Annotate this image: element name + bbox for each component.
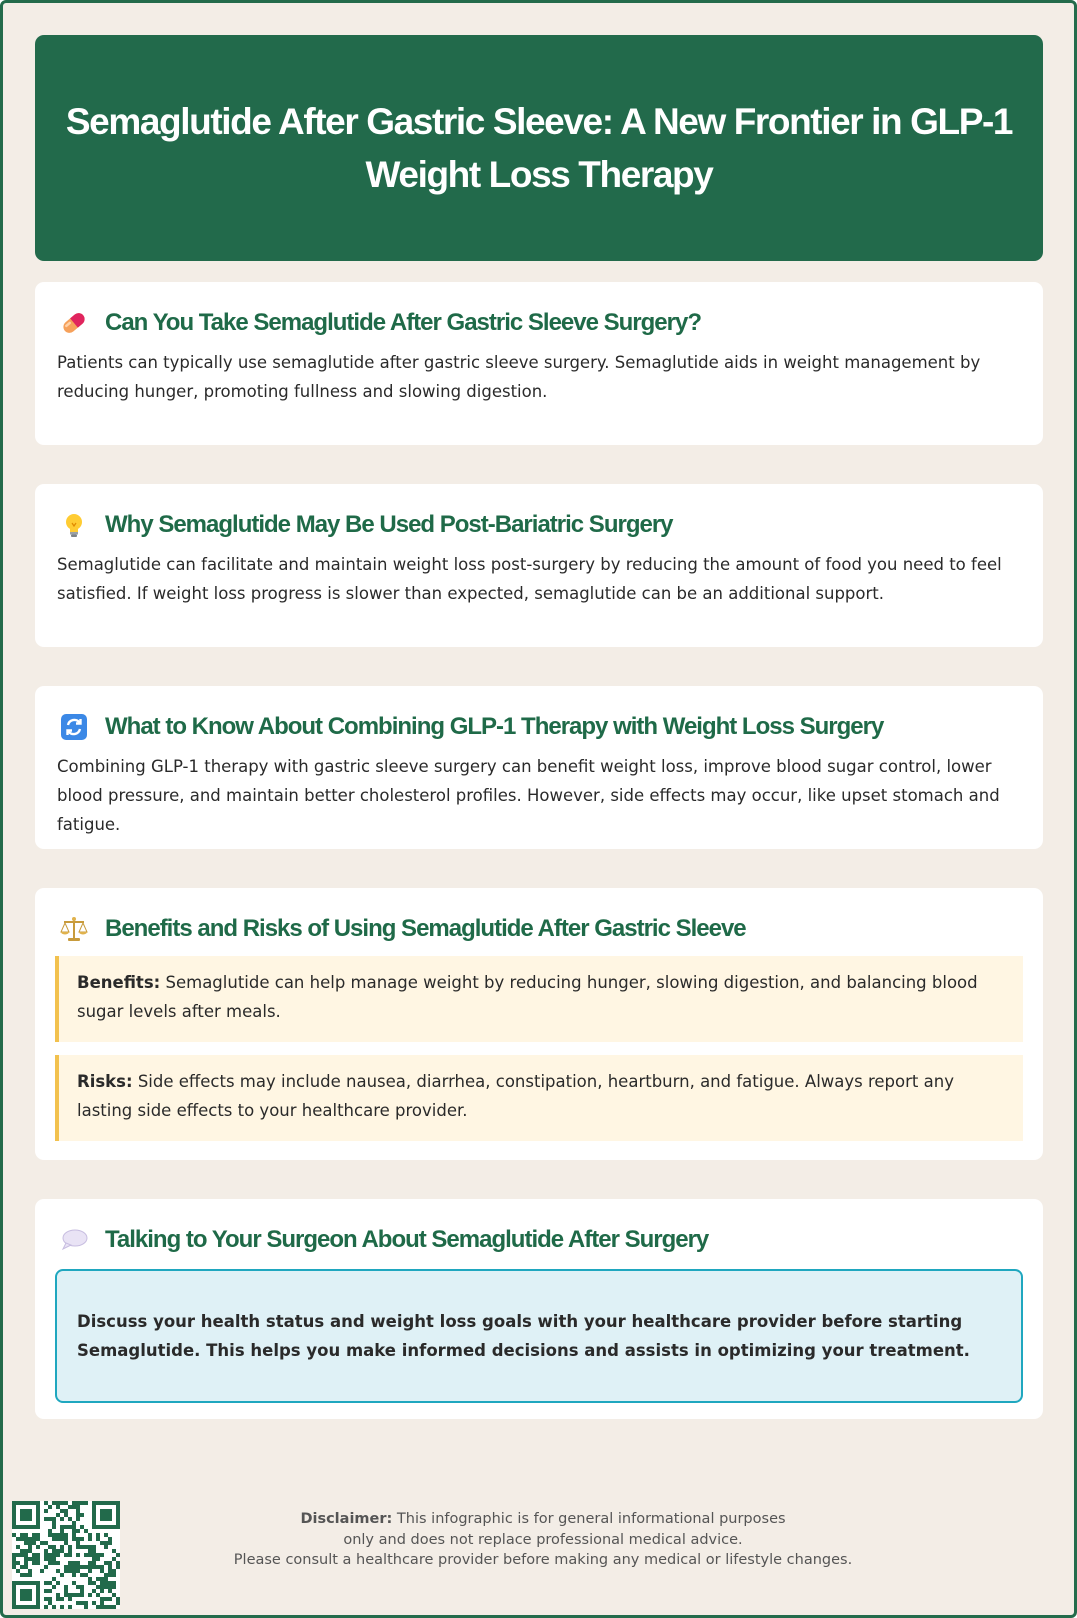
disclaimer-text: This infographic is for general informational purposes bbox=[396, 1511, 786, 1527]
section-card-benefits-risks bbox=[35, 888, 1043, 1160]
section-heading bbox=[57, 912, 746, 946]
section-body: Semaglutide can facilitate and maintain weight loss post-surgery by reducing the amount of food you need to feel satisfied. If weight loss progress is slower than expected, semaglutide can be an additional support. bbox=[57, 555, 1002, 603]
header-banner bbox=[35, 35, 1043, 261]
section-card-can-you-take bbox=[35, 282, 1043, 445]
risks-text: Side effects may include nausea, diarrhea, constipation, heartburn, and fatigue. Always report any lasting side effects to your healthcare provider. bbox=[77, 1072, 954, 1120]
section-title: Talking to Your Surgeon About Semaglutide After Surgery bbox=[105, 1226, 709, 1253]
scales-icon bbox=[57, 912, 91, 946]
disclaimer-line bbox=[183, 1509, 903, 1530]
section-heading bbox=[57, 508, 673, 542]
benefits-callout bbox=[55, 956, 1023, 1042]
section-title: Why Semaglutide May Be Used Post-Bariatric Surgery bbox=[105, 511, 673, 538]
section-title: Benefits and Risks of Using Semaglutide After Gastric Sleeve bbox=[105, 915, 746, 942]
section-heading bbox=[57, 710, 883, 744]
refresh-icon bbox=[57, 710, 91, 744]
section-heading bbox=[57, 1223, 708, 1257]
section-title: Can You Take Semaglutide After Gastric Sleeve Surgery? bbox=[105, 309, 702, 336]
pill-icon bbox=[57, 306, 91, 340]
section-title: What to Know About Combining GLP-1 Therapy with Weight Loss Surgery bbox=[105, 713, 884, 740]
disclaimer-line: only and does not replace professional medical advice. bbox=[343, 1531, 743, 1548]
benefits-label: Benefits: bbox=[77, 973, 161, 992]
section-heading bbox=[57, 306, 701, 340]
section-card-talking bbox=[35, 1199, 1043, 1419]
lightbulb-icon bbox=[57, 508, 91, 542]
section-body: Combining GLP-1 therapy with gastric sleeve surgery can benefit weight loss, improve blood sugar control, lower blood pressure, and maintain better cholesterol profiles. However, side effects may occur, like upset stomach and fatigue. bbox=[57, 757, 1000, 834]
section-card-combining bbox=[35, 686, 1043, 849]
talk-callout: Discuss your health status and weight loss goals with your healthcare provider before starting Semaglutide. This helps you make informed decisions and assists in optimizing your treatment. bbox=[55, 1269, 1023, 1403]
disclaimer-label: Disclaimer: bbox=[300, 1511, 393, 1527]
disclaimer-line: Please consult a healthcare provider before making any medical or lifestyle changes. bbox=[233, 1552, 853, 1568]
risks-callout bbox=[55, 1055, 1023, 1141]
section-card-why-used bbox=[35, 484, 1043, 647]
speech-bubble-icon bbox=[57, 1223, 91, 1257]
qr-code-icon[interactable] bbox=[12, 1501, 120, 1609]
disclaimer bbox=[183, 1509, 903, 1571]
section-body: Patients can typically use semaglutide after gastric sleeve surgery. Semaglutide aids in weight management by reducing hunger, promoting fullness and slowing digestion. bbox=[57, 353, 981, 401]
benefits-text: Semaglutide can help manage weight by reducing hunger, slowing digestion, and balancing blood sugar levels after meals. bbox=[77, 973, 978, 1021]
risks-label: Risks: bbox=[77, 1072, 133, 1091]
page-title: Semaglutide After Gastric Sleeve: A New Frontier in GLP-1 Weight Loss Therapy bbox=[65, 101, 1013, 195]
